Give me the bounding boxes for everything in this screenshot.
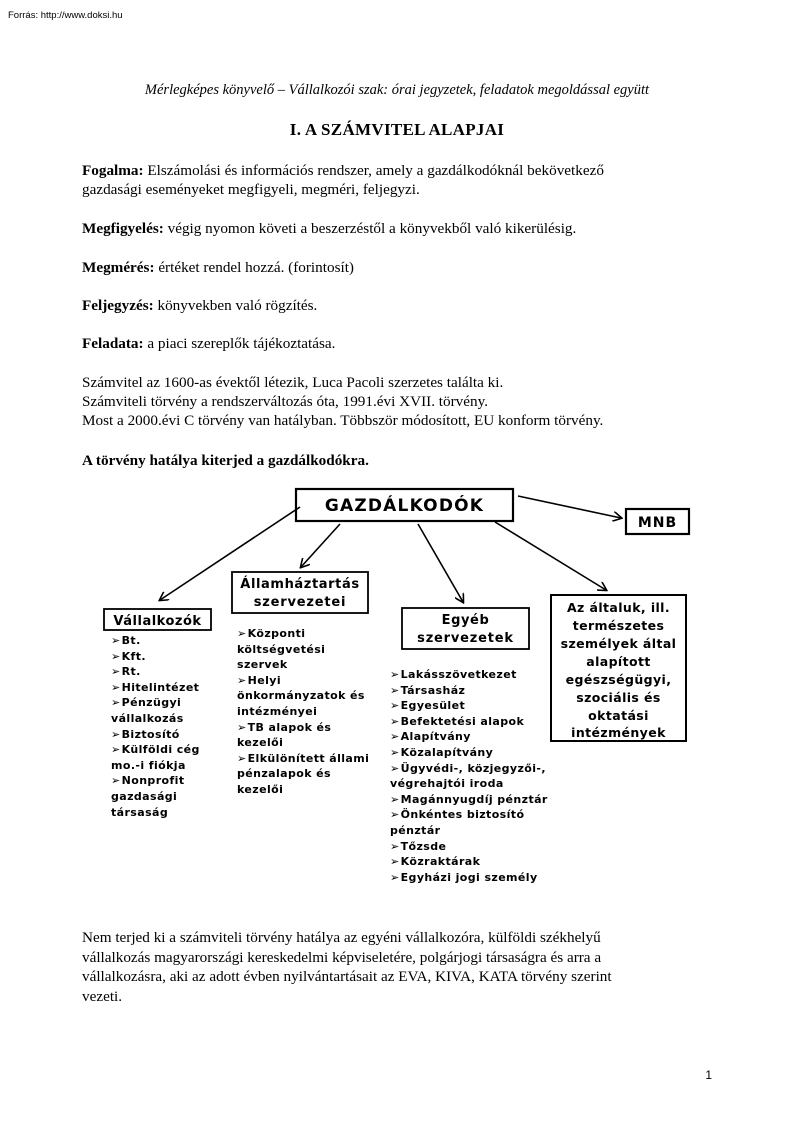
list-item-cont: pénztár — [390, 823, 441, 837]
root-label: GAZDÁLKODÓK — [324, 496, 485, 516]
definition-megfigyeles — [82, 219, 722, 238]
history-line: Számviteli törvény a rendszerváltozás óta, 1991.évi XVII. törvény. — [82, 393, 488, 410]
definition-fogalma — [82, 161, 722, 199]
definition-text-cont: gazdasági eseményeket megfigyeli, megméri, feljegyzi. — [82, 181, 420, 198]
altaluk-line: oktatási — [588, 708, 649, 723]
allamhaztartas-title-2: szervezetei — [253, 595, 347, 610]
page-title: I. A SZÁMVITEL ALAPJAI — [289, 120, 505, 139]
list-item: ➢Tőzsde — [390, 839, 447, 853]
allamhaztartas-list — [237, 626, 369, 798]
allamhaztartas-title-1: Államháztartás — [240, 577, 360, 592]
list-item: ➢Helyi — [237, 673, 282, 687]
list-item-cont: önkormányzatok és — [237, 689, 365, 703]
altaluk-line: egészségügyi, — [565, 672, 672, 687]
arrow-to-mnb — [518, 496, 621, 518]
definition-megmeres — [82, 258, 722, 277]
term: Megfigyelés: — [82, 220, 164, 237]
history-line: Számvitel az 1600-as évektől létezik, Luca Pacoli szerzetes találta ki. — [82, 374, 504, 391]
closing-paragraph — [82, 928, 722, 1006]
closing-line: vállalkozás magyarországi kereskedelmi képviseletére, polgárjogi társaságra és arra a — [82, 948, 602, 966]
list-item: ➢Központi — [237, 627, 306, 640]
definition-text: végig nyomon követi a beszerzéstől a könyvekből való kikerülésig. — [163, 220, 577, 237]
list-item-cont: pénzalapok és — [237, 767, 331, 781]
list-item: ➢Egyházi jogi személy — [390, 870, 538, 884]
definition-text: Elszámolási és információs rendszer, amely a gazdálkodóknál bekövetkező — [143, 162, 604, 179]
list-item-cont: társaság — [111, 805, 169, 819]
list-item: ➢TB alapok és — [237, 720, 332, 734]
altaluk-line: Az általuk, ill. — [566, 600, 671, 615]
list-item-cont: gazdasági — [111, 789, 178, 803]
list-item: ➢Lakásszövetkezet — [390, 668, 517, 681]
arrow-to-egyeb — [418, 524, 463, 602]
closing-line: vállalkozásra, aki az adott évben nyilvántartásait az EVA, KIVA, KATA törvény szerint — [82, 968, 612, 985]
list-item: ➢Társasház — [390, 683, 466, 697]
closing-line: Nem terjed ki a számviteli törvény hatálya az egyéni vállalkozóra, külföldi székhelyű — [82, 929, 601, 946]
list-item: ➢Kft. — [111, 649, 146, 663]
page-number: 1 — [705, 1068, 712, 1082]
list-item: ➢Pénzügyi — [111, 696, 182, 710]
list-item: ➢Magánnyugdíj pénztár — [390, 792, 548, 806]
list-item: ➢Bt. — [111, 634, 141, 647]
definition-feljegyzes — [82, 296, 722, 315]
egyeb-title-2: szervezetek — [417, 631, 514, 646]
list-item-cont: kezelői — [237, 782, 284, 796]
list-item: ➢Közalapítvány — [390, 745, 494, 759]
list-item: ➢Elkülönített állami — [237, 751, 370, 765]
list-item: ➢Befektetési alapok — [390, 714, 525, 728]
definition-text: a piaci szereplők tájékoztatása. — [143, 335, 336, 352]
closing-line: vezeti. — [82, 987, 123, 1005]
egyeb-list — [390, 667, 548, 885]
term: Feladata: — [82, 335, 144, 352]
term: Feljegyzés: — [82, 297, 154, 314]
definition-text: értéket rendel hozzá. (forintosít) — [154, 259, 354, 276]
page-header: Mérlegképes könyvelő – Vállalkozói szak: órai jegyzetek, feladatok megoldással együtt — [144, 82, 650, 98]
arrow-to-altaluk — [495, 522, 606, 590]
list-item: ➢Hitelintézet — [111, 680, 200, 694]
source-note: Forrás: http://www.doksi.hu — [8, 10, 123, 21]
list-item-cont: vállalkozás — [111, 711, 184, 725]
mnb-label: MNB — [637, 515, 678, 531]
list-item: ➢Rt. — [111, 665, 141, 679]
list-item-cont: intézményei — [237, 704, 318, 718]
list-item: ➢Egyesület — [390, 699, 466, 713]
list-item: ➢Alapítvány — [390, 730, 471, 744]
altaluk-line: alapított — [586, 654, 651, 669]
arrow-to-allamhaztartas — [301, 524, 340, 567]
history-line: Most a 2000.évi C törvény van hatályban. Többször módosított, EU konform törvény. — [82, 412, 604, 429]
list-item: ➢Ügyvédi-, közjegyzői-, — [390, 761, 546, 775]
list-item-cont: végrehajtói iroda — [390, 777, 504, 791]
scope-heading-text: A törvény hatálya kiterjed a gazdálkodókra. — [82, 452, 369, 469]
egyeb-title-1: Egyéb — [441, 613, 490, 628]
list-item: ➢Biztosító — [111, 727, 180, 741]
term: Megmérés: — [82, 259, 155, 276]
history-paragraph — [82, 373, 722, 430]
vallalkozok-list — [111, 633, 200, 820]
altaluk-line: természetes — [572, 618, 665, 633]
altaluk-line: személyek által — [560, 636, 677, 651]
list-item: ➢Külföldi cég — [111, 743, 200, 757]
list-item-cont: költségvetési — [237, 642, 326, 656]
scope-heading — [82, 451, 722, 470]
altaluk-line: intézmények — [571, 725, 666, 740]
list-item-cont: mo.-i fiókja — [111, 758, 186, 772]
list-item-cont: kezelői — [237, 736, 284, 750]
list-item-cont: szervek — [237, 658, 288, 672]
definition-feladata — [82, 334, 722, 353]
list-item: ➢Közraktárak — [390, 855, 481, 869]
definition-text: könyvekben való rögzítés. — [153, 297, 318, 314]
list-item: ➢Önkéntes biztosító — [390, 808, 525, 822]
vallalkozok-title: Vállalkozók — [113, 614, 202, 629]
term: Fogalma: — [82, 162, 144, 179]
altaluk-line: szociális és — [576, 690, 661, 705]
list-item: ➢Nonprofit — [111, 774, 185, 788]
